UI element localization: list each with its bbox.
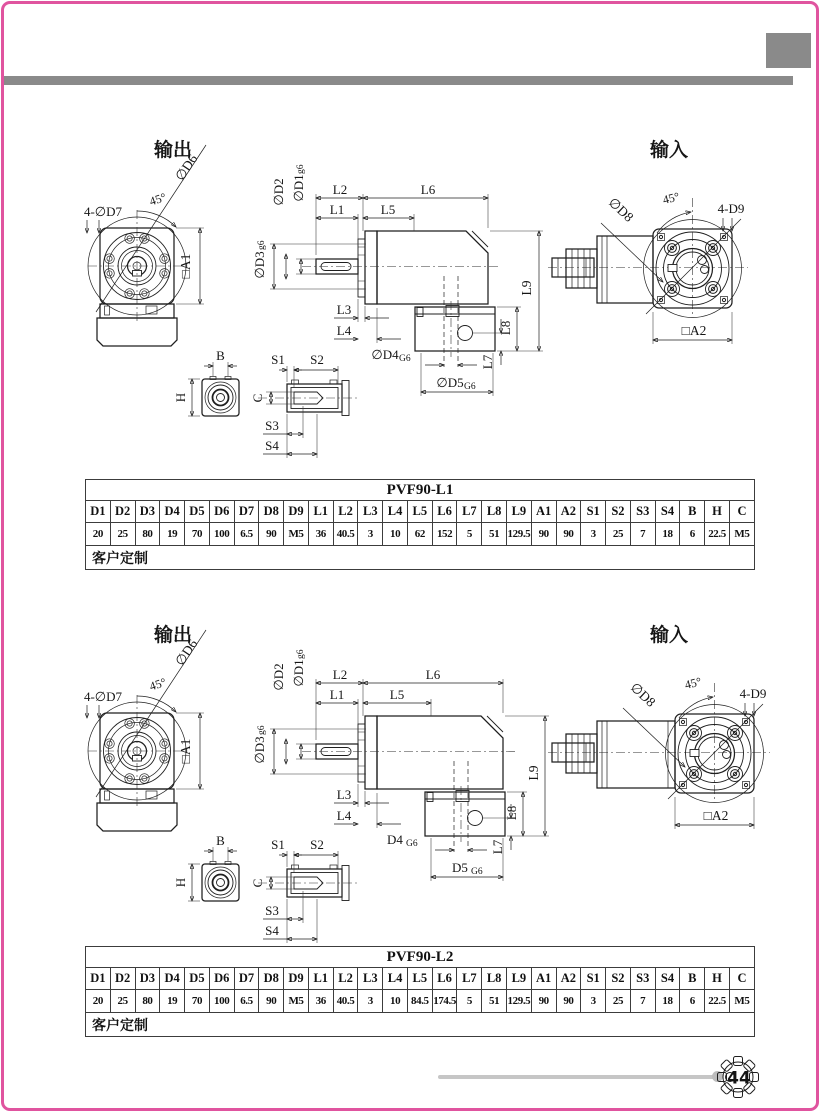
table-cell: S3 [630,501,655,523]
dim-label-l1: L1 [329,202,345,217]
table-cell: 100 [209,523,234,546]
table-title: PVF90-L1 [86,480,755,501]
table-cell: A2 [556,968,581,990]
table-cell: 25 [606,990,631,1013]
dim-label-c: C [250,878,265,888]
table-cell: 3 [358,990,383,1013]
bore-section-detail [250,352,358,458]
dim-label-45: 45° [147,674,168,694]
side-section-view [252,649,549,881]
table-cell: D7 [234,501,259,523]
table-cell: 5 [457,523,482,546]
table-cell: L4 [383,501,408,523]
table-cell: 5 [457,990,482,1013]
table-cell: S3 [630,968,655,990]
dim-label-l1: L1 [329,687,345,702]
table-cell: 3 [581,990,606,1013]
dim-label-l7: L7 [480,354,495,370]
table-footer: 客户定制 [86,546,755,570]
table-cell: 10 [383,523,408,546]
shaft-end-detail [173,348,239,416]
dim-label-l8: L8 [504,805,519,821]
table-cell: A1 [531,968,556,990]
dim-angle-45-input [657,189,691,233]
dim-label-l9: L9 [526,765,541,781]
input-face-view [548,674,770,829]
dim-s2 [294,837,338,869]
dim-label-d9: 4-D9 [717,201,745,216]
dim-h [173,864,200,901]
dim-label-s4: S4 [265,438,279,453]
table-cell: S2 [606,968,631,990]
table-cell: 90 [259,990,284,1013]
dim-label-s3: S3 [265,903,279,918]
table-cell: C [729,501,754,523]
dim-label-a1: □A1 [178,253,193,279]
dim-label-l4: L4 [336,323,352,338]
spec-table-pvf90-l2 [85,946,755,1037]
dim-a1 [176,713,204,789]
table-cell: D2 [110,501,135,523]
dim-label-d2: ∅D2 [271,663,286,691]
table-cell: D8 [259,501,284,523]
table-cell: 10 [383,990,408,1013]
output-face-view [84,145,206,346]
table-cell: D7 [234,968,259,990]
dim-label-l6: L6 [420,182,436,197]
table-cell: 25 [606,523,631,546]
dim-label-d3-fit: g6 [257,725,267,735]
gear-icon [712,1051,764,1103]
side-section-view [252,164,543,396]
table-cell: M5 [729,523,754,546]
table-cell: L9 [507,968,532,990]
output-face-view [84,630,206,831]
dim-label-d3: ∅D3 [252,251,267,279]
output-label: 输出 [153,624,193,646]
table-cell: 7 [630,523,655,546]
dim-label-l6: L6 [425,667,441,682]
table-cell: 6.5 [234,523,259,546]
header-rule [4,76,793,85]
table-values-row [86,523,755,546]
dim-label-45: 45° [661,189,681,207]
dim-d4 [371,347,477,365]
table-cell: L8 [482,968,507,990]
table-cell: D8 [259,968,284,990]
shaft-end-detail [173,833,239,901]
table-footer: 客户定制 [86,1013,755,1037]
dim-l5 [363,687,431,716]
dim-label-45: 45° [683,674,703,692]
page-number: 44 [727,1068,751,1089]
dim-a2 [675,797,754,829]
dim-label-h: H [173,877,188,888]
dim-label-d5-fit: G6 [464,382,476,392]
table-cell: L6 [432,501,457,523]
input-face-view [548,189,748,344]
table-header-row [86,968,755,990]
dim-label-d2: ∅D2 [271,178,286,206]
dim-label-d3: ∅D3 [252,736,267,764]
dim-d2 [271,178,286,279]
table-cell: L2 [333,501,358,523]
table-cell: 51 [482,523,507,546]
table-cell: 62 [407,523,432,546]
table-cell: D5 [185,501,210,523]
table-cell: 70 [185,990,210,1013]
dim-b [204,348,237,376]
table-cell: 20 [86,990,111,1013]
dim-label-d1-fit: g6 [296,164,306,174]
table-cell: L4 [383,968,408,990]
table-cell: 90 [259,523,284,546]
table-cell: D1 [86,501,111,523]
dim-label-l5: L5 [389,687,405,702]
table-cell: S1 [581,501,606,523]
table-cell: L8 [482,501,507,523]
drawing-section-pvf90-l1 [0,136,820,468]
table-cell: D3 [135,968,160,990]
table-cell: 129.5 [507,990,532,1013]
table-cell: B [680,968,705,990]
table-cell: 90 [556,523,581,546]
dim-l3 [334,784,389,807]
dim-label-b: B [216,833,225,848]
bore-section-detail [250,837,358,943]
table-cell: D1 [86,968,111,990]
technical-drawing-1 [0,136,820,468]
dim-label-l4: L4 [336,808,352,823]
table-cell: M5 [284,990,309,1013]
dim-label-d4: ∅D4 [371,347,399,362]
table-cell: 6 [680,523,705,546]
table-cell: 80 [135,523,160,546]
dim-label-a2: □A2 [681,323,707,338]
dim-label-d7: 4-∅D7 [83,204,123,219]
table-cell: 70 [185,523,210,546]
table-cell: 51 [482,990,507,1013]
input-label: 输入 [649,624,689,646]
dim-label-d5: ∅D5 [436,375,464,390]
table-cell: D5 [185,968,210,990]
dim-angle-45 [137,190,176,227]
table-cell: 25 [110,523,135,546]
table-cell: M5 [729,990,754,1013]
dim-label-l2: L2 [332,667,348,682]
dim-label-d6: ∅D6 [172,636,201,669]
dim-label-a2: □A2 [703,808,729,823]
dim-label-h: H [173,392,188,403]
table-title: PVF90-L2 [86,947,755,968]
input-label: 输入 [649,139,689,161]
table-cell: D6 [209,501,234,523]
dim-l8 [497,307,521,351]
table-cell: 25 [110,990,135,1013]
table-cell: L3 [358,501,383,523]
table-header-row [86,501,755,523]
dim-label-d5-fit: G6 [471,867,483,877]
table-cell: L3 [358,968,383,990]
dim-d4 [387,832,487,850]
dim-label-l2: L2 [332,182,348,197]
table-cell: L2 [333,968,358,990]
table-cell: D9 [284,968,309,990]
dim-label-d4-fit: G6 [399,354,411,364]
table-cell: A2 [556,501,581,523]
table-cell: D6 [209,968,234,990]
dim-a2 [653,312,732,344]
dim-label-d1: ∅D1 [291,659,306,687]
table-cell: 90 [531,990,556,1013]
table-cell: S4 [655,968,680,990]
dim-angle-45 [137,675,176,712]
dim-label-l5: L5 [380,202,396,217]
table-cell: A1 [531,501,556,523]
dim-l5 [363,202,414,231]
dim-l6 [363,667,503,713]
table-cell: 22.5 [705,523,730,546]
table-cell: L1 [308,501,333,523]
table-cell: 22.5 [705,990,730,1013]
drawing-section-pvf90-l2 [0,621,820,953]
table-cell: M5 [284,523,309,546]
table-cell: S4 [655,501,680,523]
dim-label-s4: S4 [265,923,279,938]
dim-label-l3: L3 [336,302,352,317]
table-cell: L1 [308,968,333,990]
dim-angle-45-input [679,674,713,718]
dim-d9 [718,201,745,231]
dim-label-s1: S1 [271,837,285,852]
dim-label-d9: 4-D9 [739,686,767,701]
table-cell: 6 [680,990,705,1013]
dim-s2 [294,352,338,384]
dim-d1 [291,164,316,274]
table-cell: D2 [110,968,135,990]
table-cell: 80 [135,990,160,1013]
table-cell: 129.5 [507,523,532,546]
table-cell: 7 [630,990,655,1013]
dim-label-l7: L7 [490,839,505,855]
table-cell: H [705,968,730,990]
dim-label-s3: S3 [265,418,279,433]
dim-label-d1: ∅D1 [291,174,306,202]
table-cell: L6 [432,968,457,990]
table-cell: D4 [160,501,185,523]
dim-label-b: B [216,348,225,363]
dim-l1 [316,202,358,239]
table-cell: 40.5 [333,523,358,546]
dim-b [204,833,237,861]
dim-label-l9: L9 [519,280,534,296]
dim-label-s2: S2 [310,837,324,852]
footer-rule [438,1075,718,1079]
page-number-gear [712,1051,764,1103]
table-cell: 6.5 [234,990,259,1013]
table-cell: D9 [284,501,309,523]
table-cell: 3 [581,523,606,546]
dim-label-45: 45° [147,189,168,209]
table-cell: 18 [655,990,680,1013]
dim-label-d4-fit: G6 [406,839,418,849]
dim-l8 [504,792,527,836]
table-cell: 84.5 [407,990,432,1013]
table-cell: S1 [581,968,606,990]
table-cell: L7 [457,501,482,523]
dim-label-d5: D5 [452,860,468,875]
table-cell: D3 [135,501,160,523]
table-cell: 3 [358,523,383,546]
table-cell: L7 [457,968,482,990]
table-cell: 36 [308,990,333,1013]
table-cell: 174.5 [432,990,457,1013]
table-values-row [86,990,755,1013]
corner-tab [766,33,811,68]
dim-label-d8: ∅D8 [605,194,637,225]
table-cell: 152 [432,523,457,546]
table-cell: 40.5 [333,990,358,1013]
spec-table-pvf90-l1 [85,479,755,570]
dim-label-s2: S2 [310,352,324,367]
table-cell: 20 [86,523,111,546]
dim-h [173,379,200,416]
dim-l3 [334,299,389,322]
dim-label-d3-fit: g6 [257,240,267,250]
table-cell: H [705,501,730,523]
table-cell: 100 [209,990,234,1013]
dim-label-d1-fit: g6 [296,649,306,659]
table-cell: D4 [160,968,185,990]
dim-d9 [740,686,767,716]
table-cell: 90 [531,523,556,546]
dim-label-d8: ∅D8 [627,679,659,710]
table-cell: L9 [507,501,532,523]
table-cell: L5 [407,968,432,990]
table-cell: 19 [160,990,185,1013]
dim-label-d4: D4 [387,832,403,847]
dim-label-a1: □A1 [178,738,193,764]
dim-d1 [291,649,316,759]
dim-label-l3: L3 [336,787,352,802]
dim-label-d6: ∅D6 [172,151,201,184]
dim-label-d7: 4-∅D7 [83,689,123,704]
table-cell: 18 [655,523,680,546]
table-cell: 36 [308,523,333,546]
table-cell: B [680,501,705,523]
dim-label-s1: S1 [271,352,285,367]
table-cell: 19 [160,523,185,546]
table-cell: 90 [556,990,581,1013]
table-cell: L5 [407,501,432,523]
technical-drawing-2 [0,621,820,953]
dim-a1 [176,228,204,304]
dim-d2 [271,663,286,764]
dim-label-c: C [250,393,265,403]
output-label: 输出 [153,139,193,161]
dim-label-l8: L8 [498,320,513,336]
dim-l1 [316,687,358,724]
table-cell: S2 [606,501,631,523]
table-cell: C [729,968,754,990]
